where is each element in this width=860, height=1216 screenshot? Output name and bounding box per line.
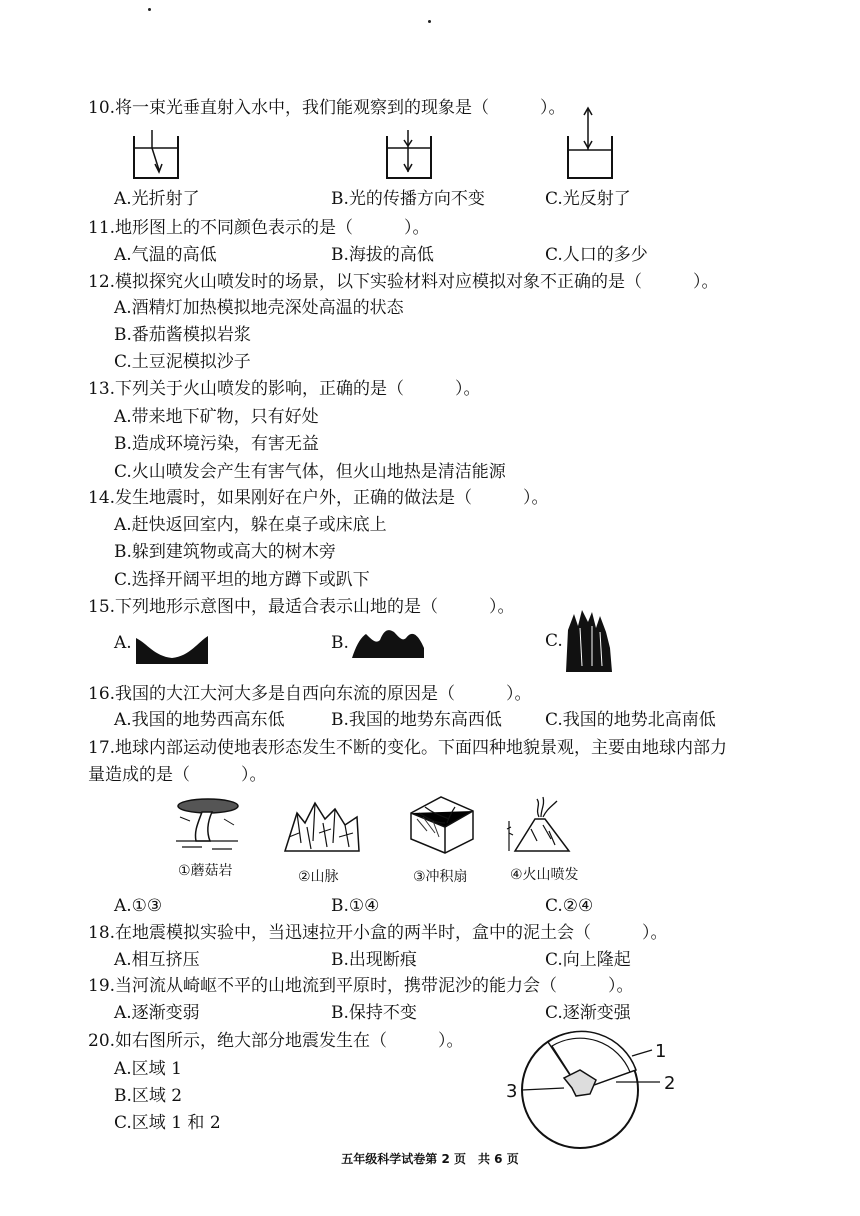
question-16-option-a[interactable]: A.我国的地势西高东低 xyxy=(114,710,285,730)
scan-speck xyxy=(148,8,151,11)
question-19-stem: 19.当河流从崎岖不平的山地流到平原时，携带泥沙的能力会（ ）。 xyxy=(88,976,634,996)
question-18-option-b[interactable]: B.出现断痕 xyxy=(331,950,417,970)
question-15-stem: 15.下列地形示意图中，最适合表示山地的是（ ）。 xyxy=(88,597,515,617)
question-12-stem: 12.模拟探究火山喷发时的场景，以下实验材料对应模拟对象不正确的是（ ）。 xyxy=(88,272,719,292)
landform-hills-figure xyxy=(352,626,426,660)
question-11-option-b[interactable]: B.海拔的高低 xyxy=(331,245,434,265)
question-12-option-a[interactable]: A.酒精灯加热模拟地壳深处高温的状态 xyxy=(114,298,404,318)
question-19-option-a[interactable]: A.逐渐变弱 xyxy=(114,1003,200,1023)
image-caption-4: ④火山喷发 xyxy=(510,867,579,883)
question-20-stem: 20.如右图所示，绝大部分地震发生在（ ）。 xyxy=(88,1031,464,1051)
question-10-option-b[interactable]: B.光的传播方向不变 xyxy=(331,189,485,209)
question-20-option-b[interactable]: B.区域 2 xyxy=(114,1086,183,1106)
volcano-eruption-icon xyxy=(505,795,577,855)
mountain-range-icon xyxy=(283,797,361,855)
question-13-option-c[interactable]: C.火山喷发会产生有害气体，但火山地热是清洁能源 xyxy=(114,462,506,482)
question-18-option-c[interactable]: C.向上隆起 xyxy=(545,950,631,970)
alluvial-fan-icon xyxy=(405,793,477,855)
question-20-option-c[interactable]: C.区域 1 和 2 xyxy=(114,1113,221,1133)
question-14-option-c[interactable]: C.选择开阔平坦的地方蹲下或趴下 xyxy=(114,570,370,590)
beaker-refraction-figure xyxy=(132,130,182,182)
question-13-option-b[interactable]: B.造成环境污染，有害无益 xyxy=(114,434,319,454)
beaker-straight-figure xyxy=(385,130,435,182)
beaker-reflection-figure xyxy=(566,108,616,182)
question-16-option-c[interactable]: C.我国的地势北高南低 xyxy=(545,710,716,730)
question-11-option-c[interactable]: C.人口的多少 xyxy=(545,245,648,265)
question-17-option-a[interactable]: A.①③ xyxy=(114,896,163,916)
page-footer: 五年级科学试卷第 2 页 共 6 页 xyxy=(341,1152,519,1166)
question-10-option-a[interactable]: A.光折射了 xyxy=(114,189,200,209)
question-12-option-b[interactable]: B.番茄酱模拟岩浆 xyxy=(114,325,251,345)
question-15-option-b[interactable]: B. xyxy=(331,633,349,653)
landform-basin-figure xyxy=(136,630,210,666)
question-20-option-a[interactable]: A.区域 1 xyxy=(114,1059,182,1079)
question-13-option-a[interactable]: A.带来地下矿物，只有好处 xyxy=(114,407,319,427)
image-caption-1: ①蘑菇岩 xyxy=(178,863,233,879)
question-11-stem: 11.地形图上的不同颜色表示的是（ ）。 xyxy=(88,218,430,238)
question-17-option-c[interactable]: C.②④ xyxy=(545,896,594,916)
question-14-stem: 14.发生地震时，如果刚好在户外，正确的做法是（ ）。 xyxy=(88,488,549,508)
question-19-option-b[interactable]: B.保持不变 xyxy=(331,1003,417,1023)
question-18-stem: 18.在地震模拟实验中，当迅速拉开小盒的两半时，盒中的泥土会（ ）。 xyxy=(88,923,668,943)
diagram-label-1: 1 xyxy=(655,1041,667,1062)
landform-mountain-figure xyxy=(566,608,614,674)
question-10-option-c[interactable]: C.光反射了 xyxy=(545,189,631,209)
question-11-option-a[interactable]: A.气温的高低 xyxy=(114,245,217,265)
question-13-stem: 13.下列关于火山喷发的影响，正确的是（ ）。 xyxy=(88,379,481,399)
diagram-label-2: 2 xyxy=(664,1073,676,1094)
question-16-option-b[interactable]: B.我国的地势东高西低 xyxy=(331,710,502,730)
question-14-option-b[interactable]: B.躲到建筑物或高大的树木旁 xyxy=(114,542,336,562)
scan-speck xyxy=(428,20,431,23)
question-14-option-a[interactable]: A.赶快返回室内，躲在桌子或床底上 xyxy=(114,515,387,535)
question-18-option-a[interactable]: A.相互挤压 xyxy=(114,950,200,970)
question-10-stem: 10.将一束光垂直射入水中，我们能观察到的现象是（ ）。 xyxy=(88,98,566,118)
image-caption-3: ③冲积扇 xyxy=(413,869,468,885)
mushroom-rock-icon xyxy=(172,797,242,855)
question-12-option-c[interactable]: C.土豆泥模拟沙子 xyxy=(114,352,251,372)
question-17-stem-line2: 量造成的是（ ）。 xyxy=(88,765,267,785)
question-19-option-c[interactable]: C.逐渐变强 xyxy=(545,1003,631,1023)
question-17-stem-line1: 17.地球内部运动使地表形态发生不断的变化。下面四种地貌景观，主要由地球内部力 xyxy=(88,738,728,758)
diagram-label-3: 3 xyxy=(506,1081,518,1102)
question-15-option-a[interactable]: A. xyxy=(114,633,132,653)
question-17-option-b[interactable]: B.①④ xyxy=(331,896,380,916)
question-16-stem: 16.我国的大江大河大多是自西向东流的原因是（ ）。 xyxy=(88,684,532,704)
image-caption-2: ②山脉 xyxy=(298,869,339,885)
question-15-option-c[interactable]: C. xyxy=(545,631,563,651)
